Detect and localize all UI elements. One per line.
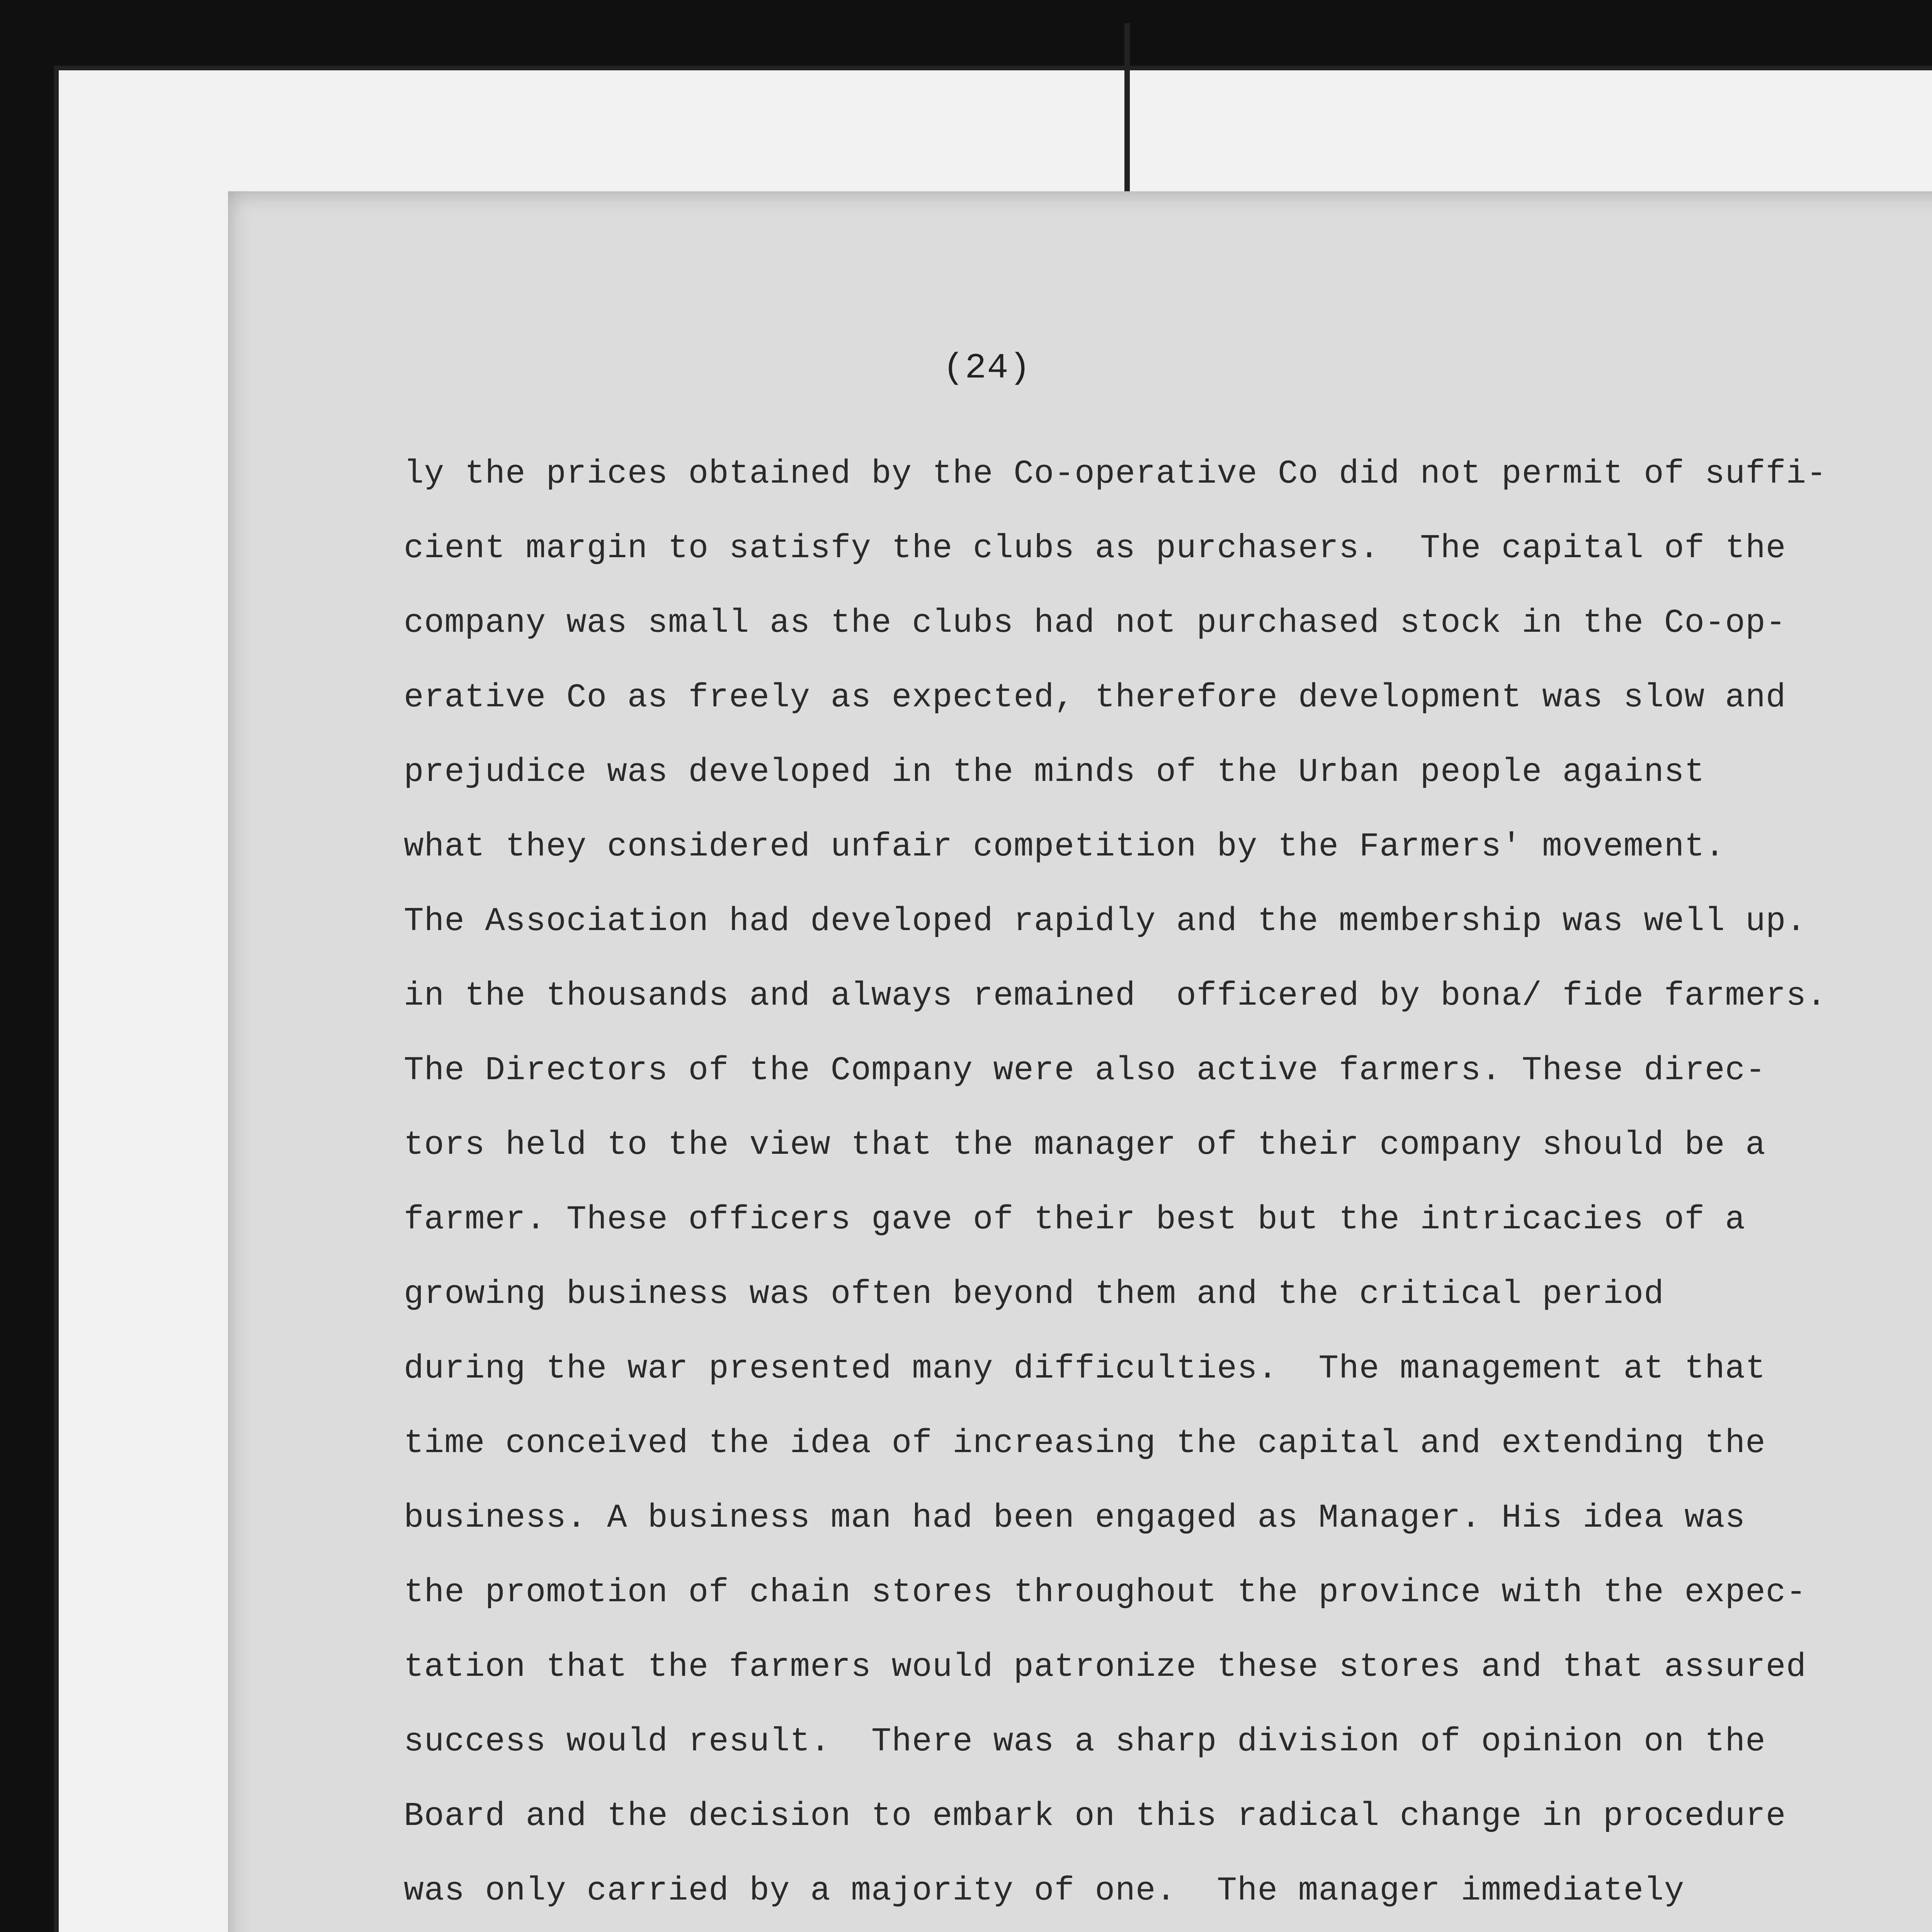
- text-line: Board and the decision to embark on this radical change in procedure: [404, 1797, 1786, 1835]
- text-line: during the war presented many difficulties. The management at that: [404, 1350, 1766, 1388]
- typed-text-block: [404, 437, 1932, 1932]
- text-line: time conceived the idea of increasing the capital and extending the: [404, 1424, 1766, 1462]
- text-line: success would result. There was a sharp division of opinion on the: [404, 1723, 1766, 1760]
- text-line: was only carried by a majority of one. The manager immediately: [404, 1872, 1685, 1910]
- text-line: The Association had developed rapidly and the membership was well up.: [404, 902, 1806, 940]
- frame-rule-top: [54, 66, 1932, 70]
- page-number: (24): [943, 348, 1031, 388]
- text-line: growing business was often beyond them and the critical period: [404, 1275, 1664, 1313]
- text-line: tation that the farmers would patronize these stores and that assured: [404, 1648, 1806, 1686]
- text-line: company was small as the clubs had not purchased stock in the Co-op-: [404, 604, 1786, 642]
- text-line: [404, 1928, 1932, 1932]
- text-line: tors held to the view that the manager of their company should be a: [404, 1126, 1766, 1164]
- text-line: the promotion of chain stores throughout the province with the expec-: [404, 1573, 1806, 1611]
- text-line: prejudice was developed in the minds of the Urban people against: [404, 753, 1705, 791]
- text-line: in the thousands and always remained officered by bona/ fide farmers.: [404, 977, 1827, 1015]
- text-line: erative Co as freely as expected, therefore development was slow and: [404, 679, 1786, 716]
- text-line: cient margin to satisfy the clubs as purchasers. The capital of the: [404, 529, 1786, 567]
- frame-rule-left: [54, 66, 59, 1932]
- text-line: farmer. These officers gave of their best but the intricacies of a: [404, 1201, 1746, 1238]
- text-line: what they considered unfair competition by the Farmers' movement.: [404, 828, 1725, 866]
- text-line: ly the prices obtained by the Co-operative Co did not permit of suffi-: [404, 455, 1827, 493]
- text-line: business. A business man had been engaged as Manager. His idea was: [404, 1499, 1746, 1537]
- text-line: The Directors of the Company were also active farmers. These direc-: [404, 1051, 1766, 1089]
- frame-rule-center: [1124, 23, 1130, 197]
